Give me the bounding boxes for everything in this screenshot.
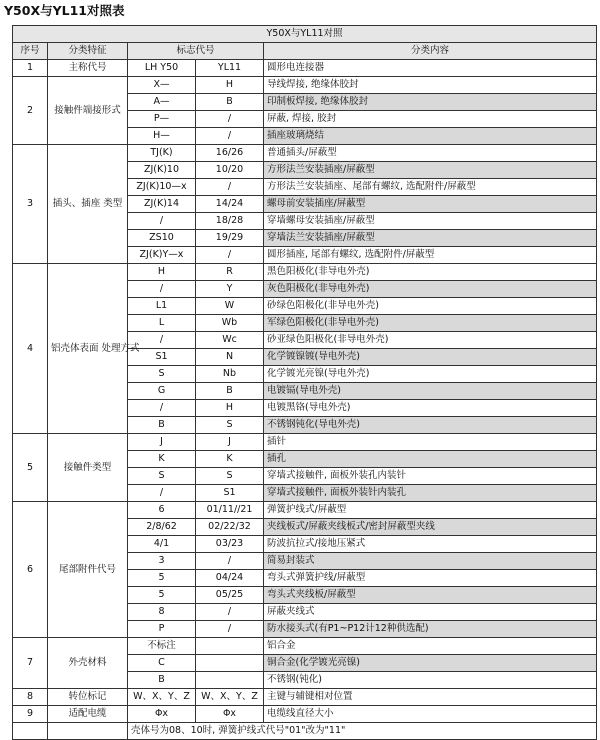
content-cell: 主键与辅键相对位置 xyxy=(264,689,597,706)
code-yl11-cell xyxy=(196,638,264,655)
code-y50x-cell: 不标注 xyxy=(128,638,196,655)
table-body xyxy=(13,26,597,740)
blank-cell xyxy=(13,723,48,740)
feature-cell: 铝壳体表面 处理方式 xyxy=(48,264,128,434)
code-y50x-cell: B xyxy=(128,417,196,434)
code-y50x-cell: / xyxy=(128,281,196,298)
content-cell: 铝合金 xyxy=(264,638,597,655)
code-y50x-cell: 4/1 xyxy=(128,536,196,553)
code-yl11-cell: 05/25 xyxy=(196,587,264,604)
code-yl11-cell xyxy=(196,655,264,672)
header-row xyxy=(13,43,597,60)
content-cell: 插针 xyxy=(264,434,597,451)
content-cell: 插座玻璃烧结 xyxy=(264,128,597,145)
footnote-row xyxy=(13,723,597,740)
content-cell: 方形法兰安装插座、尾部有螺纹, 选配附件/屏蔽型 xyxy=(264,179,597,196)
content-cell: 夹线板式/屏蔽夹线板式/密封屏蔽型夹线 xyxy=(264,519,597,536)
code-yl11-cell: W、X、Y、Z xyxy=(196,689,264,706)
code-yl11-cell: H xyxy=(196,77,264,94)
code-y50x-cell: J xyxy=(128,434,196,451)
code-y50x-cell: S1 xyxy=(128,349,196,366)
code-y50x-cell: / xyxy=(128,213,196,230)
code-yl11-cell: 01/11//21 xyxy=(196,502,264,519)
table-row xyxy=(13,434,597,451)
code-y50x-cell: 2/8/62 xyxy=(128,519,196,536)
header-feature: 分类特征 xyxy=(48,43,128,60)
code-y50x-cell: P— xyxy=(128,111,196,128)
code-yl11-cell: B xyxy=(196,94,264,111)
content-cell: 弹簧护线式/屏蔽型 xyxy=(264,502,597,519)
code-y50x-cell: K xyxy=(128,451,196,468)
seq-cell: 4 xyxy=(13,264,48,434)
content-cell: 防水接头式(有P1~P12计12种供选配) xyxy=(264,621,597,638)
code-yl11-cell: 10/20 xyxy=(196,162,264,179)
content-cell: 弯头式夹线板/屏蔽型 xyxy=(264,587,597,604)
header-seq: 序号 xyxy=(13,43,48,60)
comparison-table xyxy=(12,25,597,740)
code-y50x-cell: ZJ(K)14 xyxy=(128,196,196,213)
code-yl11-cell: 03/23 xyxy=(196,536,264,553)
code-yl11-cell: / xyxy=(196,179,264,196)
code-y50x-cell: / xyxy=(128,485,196,502)
code-y50x-cell: A— xyxy=(128,94,196,111)
banner-row xyxy=(13,26,597,43)
content-cell: 铜合金(化学镀光亮镍) xyxy=(264,655,597,672)
code-yl11-cell: N xyxy=(196,349,264,366)
content-cell: 穿墙螺母安装插座/屏蔽型 xyxy=(264,213,597,230)
content-cell: 圆形插座, 尾部有螺纹, 选配附件/屏蔽型 xyxy=(264,247,597,264)
content-cell: 化学镀光亮镍(导电外壳) xyxy=(264,366,597,383)
code-yl11-cell: / xyxy=(196,111,264,128)
feature-cell: 转位标记 xyxy=(48,689,128,706)
content-cell: 砂亚绿色阳极化(非导电外壳) xyxy=(264,332,597,349)
content-cell: 插孔 xyxy=(264,451,597,468)
code-yl11-cell: Φx xyxy=(196,706,264,723)
content-cell: 电镀黑铬(导电外壳) xyxy=(264,400,597,417)
feature-cell: 主称代号 xyxy=(48,60,128,77)
content-cell: 电镀镉(导电外壳) xyxy=(264,383,597,400)
code-y50x-cell: ZJ(K)Y—x xyxy=(128,247,196,264)
content-cell: 方形法兰安装插座/屏蔽型 xyxy=(264,162,597,179)
seq-cell: 5 xyxy=(13,434,48,502)
code-yl11-cell: S xyxy=(196,417,264,434)
code-yl11-cell: / xyxy=(196,604,264,621)
seq-cell: 8 xyxy=(13,689,48,706)
table-row xyxy=(13,264,597,281)
code-y50x-cell: ZJ(K)10 xyxy=(128,162,196,179)
content-cell: 屏蔽, 焊接, 胶封 xyxy=(264,111,597,128)
code-yl11-cell: 04/24 xyxy=(196,570,264,587)
feature-cell: 接触件类型 xyxy=(48,434,128,502)
code-yl11-cell: / xyxy=(196,621,264,638)
seq-cell: 7 xyxy=(13,638,48,689)
content-cell: 穿墙法兰安装插座/屏蔽型 xyxy=(264,230,597,247)
header-content: 分类内容 xyxy=(264,43,597,60)
code-y50x-cell: W、X、Y、Z xyxy=(128,689,196,706)
feature-cell: 接触件端接形式 xyxy=(48,77,128,145)
code-yl11-cell: H xyxy=(196,400,264,417)
code-yl11-cell: S xyxy=(196,468,264,485)
code-y50x-cell: LH Y50 xyxy=(128,60,196,77)
code-y50x-cell: / xyxy=(128,332,196,349)
seq-cell: 9 xyxy=(13,706,48,723)
table-row xyxy=(13,145,597,162)
code-y50x-cell: L1 xyxy=(128,298,196,315)
code-yl11-cell: 19/29 xyxy=(196,230,264,247)
code-yl11-cell: / xyxy=(196,247,264,264)
code-yl11-cell: Wb xyxy=(196,315,264,332)
content-cell: 电缆线直径大小 xyxy=(264,706,597,723)
code-y50x-cell: 5 xyxy=(128,570,196,587)
content-cell: 穿墙式接触件, 面板外装针内装孔 xyxy=(264,485,597,502)
code-yl11-cell: 14/24 xyxy=(196,196,264,213)
code-y50x-cell: H— xyxy=(128,128,196,145)
code-yl11-cell: K xyxy=(196,451,264,468)
content-cell: 印制板焊接, 绝缘体胶封 xyxy=(264,94,597,111)
feature-cell: 适配电缆 xyxy=(48,706,128,723)
content-cell: 砂绿色阳极化(非导电外壳) xyxy=(264,298,597,315)
feature-cell: 插头、插座 类型 xyxy=(48,145,128,264)
document-title: Y50X与YL11对照表 xyxy=(4,3,125,18)
footnote-cell: 壳体号为08、10时, 弹簧护线式代号"01"改为"11" xyxy=(128,723,597,740)
content-cell: 灰色阳极化(非导电外壳) xyxy=(264,281,597,298)
content-cell: 不锈钢(钝化) xyxy=(264,672,597,689)
code-y50x-cell: 3 xyxy=(128,553,196,570)
code-yl11-cell: Nb xyxy=(196,366,264,383)
code-y50x-cell: Φx xyxy=(128,706,196,723)
code-y50x-cell: 5 xyxy=(128,587,196,604)
code-yl11-cell: 02/22/32 xyxy=(196,519,264,536)
table-row xyxy=(13,706,597,723)
table-row xyxy=(13,60,597,77)
feature-cell: 尾部附件代号 xyxy=(48,502,128,638)
code-y50x-cell: S xyxy=(128,468,196,485)
seq-cell: 3 xyxy=(13,145,48,264)
content-cell: 屏蔽夹线式 xyxy=(264,604,597,621)
code-y50x-cell: B xyxy=(128,672,196,689)
code-y50x-cell: P xyxy=(128,621,196,638)
content-cell: 不锈钢钝化(导电外壳) xyxy=(264,417,597,434)
code-y50x-cell: G xyxy=(128,383,196,400)
code-yl11-cell: 16/26 xyxy=(196,145,264,162)
content-cell: 圆形电连接器 xyxy=(264,60,597,77)
code-y50x-cell: S xyxy=(128,366,196,383)
code-y50x-cell: / xyxy=(128,400,196,417)
code-yl11-cell: Y xyxy=(196,281,264,298)
code-yl11-cell: B xyxy=(196,383,264,400)
table-row xyxy=(13,689,597,706)
table-row xyxy=(13,77,597,94)
feature-cell: 外壳材料 xyxy=(48,638,128,689)
code-y50x-cell: ZS10 xyxy=(128,230,196,247)
code-y50x-cell: 6 xyxy=(128,502,196,519)
seq-cell: 2 xyxy=(13,77,48,145)
content-cell: 简易封装式 xyxy=(264,553,597,570)
content-cell: 化学镀镍镀(导电外壳) xyxy=(264,349,597,366)
content-cell: 普通插头/屏蔽型 xyxy=(264,145,597,162)
content-cell: 防波抗拉式/接地压紧式 xyxy=(264,536,597,553)
code-yl11-cell: / xyxy=(196,553,264,570)
code-yl11-cell: 18/28 xyxy=(196,213,264,230)
table-row xyxy=(13,638,597,655)
blank-cell xyxy=(48,723,128,740)
code-y50x-cell: H xyxy=(128,264,196,281)
content-cell: 导线焊接, 绝缘体胶封 xyxy=(264,77,597,94)
code-y50x-cell: L xyxy=(128,315,196,332)
code-yl11-cell: S1 xyxy=(196,485,264,502)
content-cell: 弯头式弹簧护线/屏蔽型 xyxy=(264,570,597,587)
code-yl11-cell: / xyxy=(196,128,264,145)
code-y50x-cell: ZJ(K)10—x xyxy=(128,179,196,196)
code-y50x-cell: TJ(K) xyxy=(128,145,196,162)
content-cell: 黑色阳极化(非导电外壳) xyxy=(264,264,597,281)
code-y50x-cell: C xyxy=(128,655,196,672)
code-yl11-cell xyxy=(196,672,264,689)
table-row xyxy=(13,502,597,519)
content-cell: 穿墙式接触件, 面板外装孔内装针 xyxy=(264,468,597,485)
content-cell: 螺母前安装插座/屏蔽型 xyxy=(264,196,597,213)
code-y50x-cell: 8 xyxy=(128,604,196,621)
content-cell: 军绿色阳极化(非导电外壳) xyxy=(264,315,597,332)
seq-cell: 6 xyxy=(13,502,48,638)
table-banner: Y50X与YL11对照 xyxy=(13,26,597,43)
seq-cell: 1 xyxy=(13,60,48,77)
code-yl11-cell: J xyxy=(196,434,264,451)
code-y50x-cell: X— xyxy=(128,77,196,94)
code-yl11-cell: W xyxy=(196,298,264,315)
code-yl11-cell: R xyxy=(196,264,264,281)
code-yl11-cell: Wc xyxy=(196,332,264,349)
header-code: 标志代号 xyxy=(128,43,264,60)
code-yl11-cell: YL11 xyxy=(196,60,264,77)
